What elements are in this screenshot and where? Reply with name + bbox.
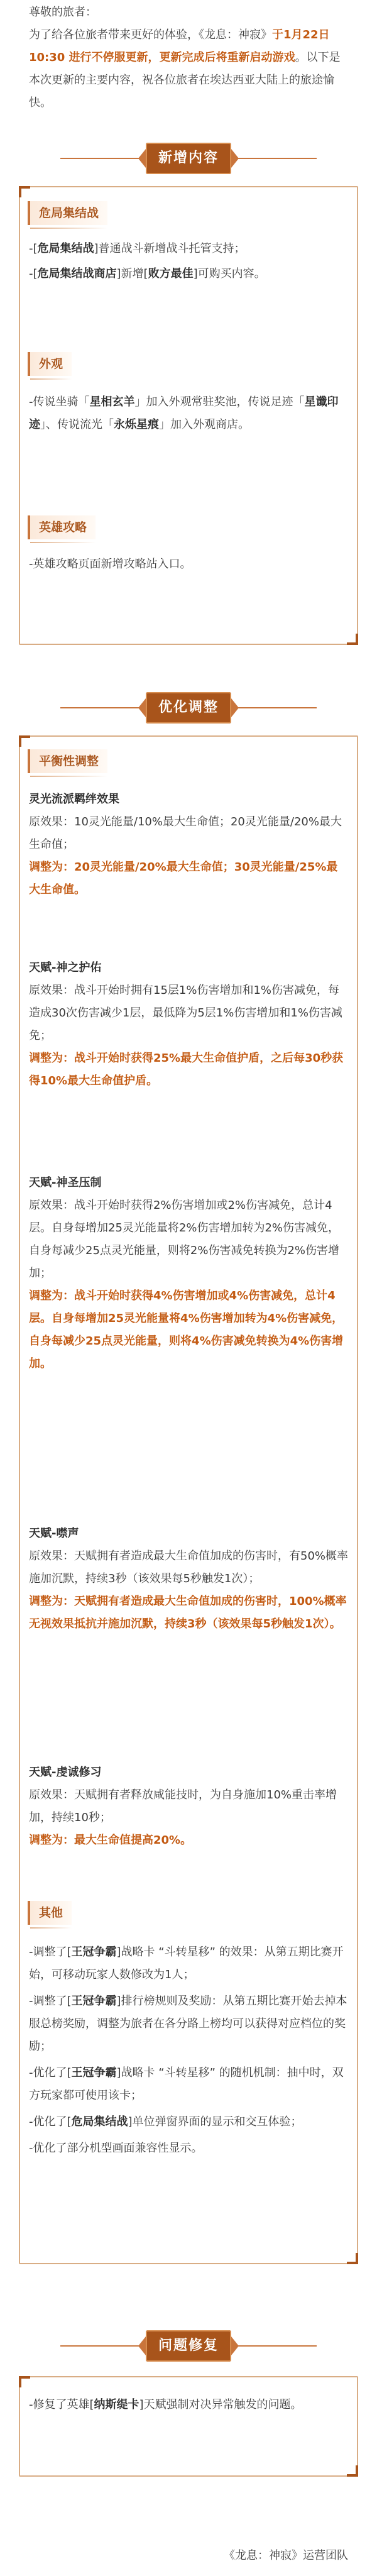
hero-items: [29, 553, 348, 576]
list-item: -传说坐骑「星相玄羊」加入外观常驻奖池，传说足迹「星谶印迹」、传说流光「永烁星痕」加入外观商店。: [29, 395, 339, 431]
sub-title-look: 外观: [28, 352, 72, 376]
look-items: [29, 391, 348, 436]
list-item: -英雄攻略页面新增攻略站入口。: [29, 558, 192, 571]
original-effect: 原效果：天赋拥有者造成最大生命值加成的伤害时，有50%概率施加沉默，持续3秒（该效果每5秒触发1次）；: [29, 1549, 349, 1585]
item-title: 天赋-神之护佑: [29, 961, 102, 974]
balance-s5: [29, 1761, 348, 1852]
fix-items: [29, 2394, 348, 2416]
intro-paragraph: 为了给各位旅者带来更好的体验，《龙息：神寂》于1月22日10:30 进行不停服更新，更新完成后将重新启动游戏。以下是本次更新的主要内容，祝各位旅者在埃达西亚大陆上的旅途愉快。: [29, 28, 341, 109]
adjusted-effect: 调整为：战斗开始时获得4%伤害增加或4%伤害减免，总计4层。自身每增加25灵光能量将4%伤害增加转为4%伤害减免，自身每减少25点灵光能量，则将4%伤害减免转换为4%伤害增加。: [29, 1289, 344, 1370]
other-items: [29, 1941, 348, 2160]
balance-s2: [29, 957, 348, 1093]
item-title: 天赋-虔诚修习: [29, 1766, 102, 1779]
danger-items: [29, 238, 348, 285]
list-item: -调整了[王冠争霸]排行榜规则及奖励：从第五期比赛开始去掉本服总榜奖励，调整为旅者在各分路上榜均可以获得对应档位的奖励；: [29, 1995, 347, 2053]
list-item: -优化了[危局集结战]单位弹窗界面的显示和交互体验；: [29, 2115, 302, 2128]
list-item: -修复了英雄[纳斯缇卡]天赋强制对决异常触发的问题。: [29, 2398, 302, 2411]
item-title: 天赋-噤声: [29, 1527, 79, 1540]
adjusted-effect: 调整为：战斗开始时获得25%最大生命值护盾，之后每30秒获得10%最大生命值护盾。: [29, 1052, 344, 1087]
footer-signature: 《龙息：神寂》运营团队: [224, 2549, 348, 2562]
list-item: -优化了部分机型画面兼容性显示。: [29, 2142, 203, 2155]
list-item: -调整了[王冠争霸]战略卡 “斗转星移” 的效果：从第五期比赛开始，可移动玩家人数修改为1人；: [29, 1946, 344, 1981]
item-title: 天赋-神圣压制: [29, 1176, 102, 1189]
balance-s1: [29, 788, 348, 901]
original-effect: 原效果：战斗开始时获得2%伤害增加或2%伤害减免，总计4层。自身每增加25灵光能量将2%伤害增加转为2%伤害减免，自身每减少25点灵光能量，则将2%伤害减免转换为2%伤害增加；: [29, 1199, 340, 1280]
section-title-optimize: 优化调整: [146, 692, 231, 724]
section-title-new: 新增内容: [146, 143, 231, 174]
sub-title-other: 其他: [28, 1901, 72, 1925]
adjusted-effect: 调整为：天赋拥有者造成最大生命值加成的伤害时，100%概率无视效果抵抗并施加沉默，持续3秒（该效果每5秒触发1次）。: [29, 1595, 347, 1631]
original-effect: 原效果：10灵光能量/10%最大生命值；20灵光能量/20%最大生命值；: [29, 815, 342, 851]
sub-title-danger: 危局集结战: [28, 201, 107, 225]
list-item: -[危局集结战商店]新增[败方最佳]可购买内容。: [29, 267, 266, 280]
list-item: -优化了[王冠争霸]战略卡 “斗转星移” 的随机机制：抽中时，双方玩家都可使用该卡；: [29, 2066, 344, 2102]
list-item: -[危局集结战]普通战斗新增战斗托管支持；: [29, 242, 246, 255]
original-effect: 原效果：战斗开始时拥有15层1%伤害增加和1%伤害减免，每造成30次伤害减少1层，最低降为5层1%伤害增加和1%伤害减免；: [29, 984, 342, 1042]
adjusted-effect: 调整为：20灵光能量/20%最大生命值；30灵光能量/25%最大生命值。: [29, 861, 338, 896]
section-heading-new: [0, 141, 377, 176]
balance-s4: [29, 1522, 348, 1636]
greeting: 尊敬的旅者：: [29, 6, 97, 19]
section-heading-optimize: [0, 690, 377, 725]
balance-s3: [29, 1172, 348, 1375]
intro: [29, 1, 349, 114]
fix-content-box: [19, 2376, 358, 2477]
sub-title-balance: 平衡性调整: [28, 749, 107, 773]
item-title: 灵光流派羁绊效果: [29, 793, 119, 806]
section-title-fix: 问题修复: [146, 2330, 231, 2362]
section-heading-fix: [0, 2328, 377, 2364]
original-effect: 原效果：天赋拥有者释放咸能技时，为自身施加10%重击率增加，持续10秒；: [29, 1788, 337, 1824]
sub-title-hero: 英雄攻略: [28, 515, 96, 539]
adjusted-effect: 调整为：最大生命值提高20%。: [29, 1834, 192, 1847]
